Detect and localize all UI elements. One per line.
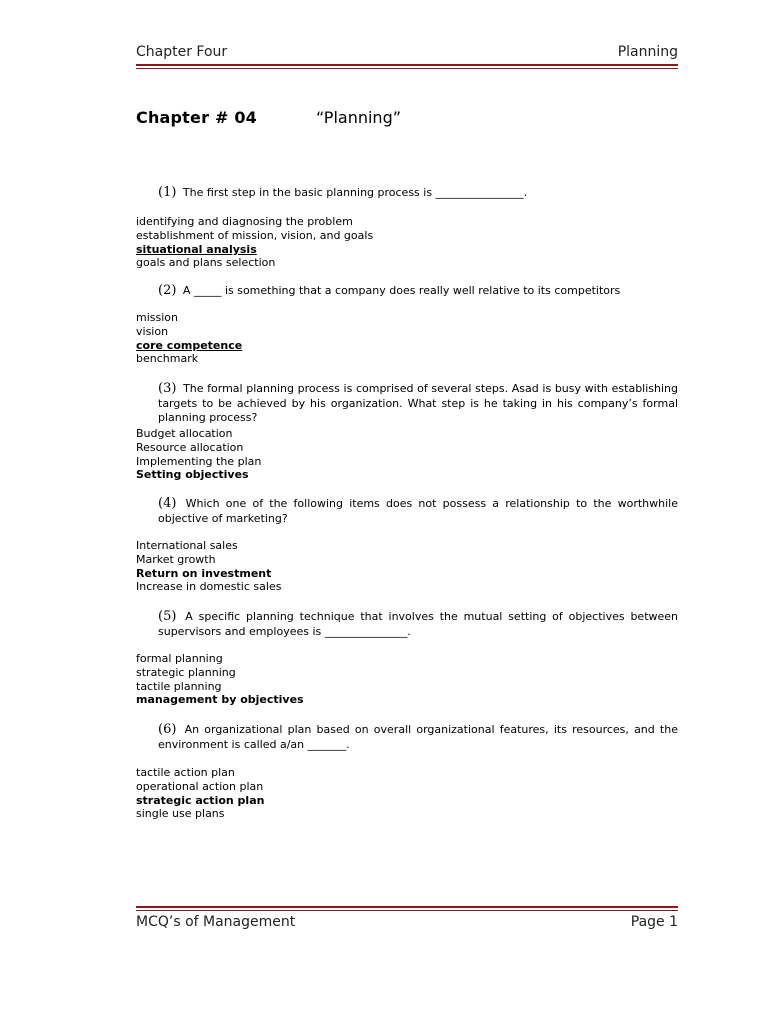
question-text: A _____ is something that a company does really well relative to its competitors — [182, 284, 621, 297]
option: mission — [136, 311, 178, 324]
footer-title: MCQ’s of Management — [136, 914, 296, 930]
option: tactile planning — [136, 679, 222, 693]
question-6 — [158, 723, 678, 752]
correct-option: core competence — [136, 338, 243, 352]
option: strategic planning — [136, 665, 236, 679]
options-1 — [136, 215, 373, 270]
option: tactile action plan — [136, 766, 235, 779]
question-1 — [158, 186, 678, 201]
options-5 — [136, 652, 304, 707]
header-rule — [136, 64, 678, 69]
correct-option: strategic action plan — [136, 793, 265, 807]
option: establishment of mission, vision, and goals — [136, 228, 374, 242]
options-6 — [136, 766, 264, 821]
option: benchmark — [136, 352, 199, 366]
question-number: (4) — [158, 496, 177, 511]
question-text: An organizational plan based on overall organizational features, its resources, and the environment is called a/an _______. — [158, 723, 678, 751]
question-4 — [158, 497, 678, 526]
question-text: The formal planning process is comprised of several steps. Asad is busy with establishing targets to be achieved by his organization. What step is he taking in his company’s formal planning process? — [158, 382, 678, 424]
option: formal planning — [136, 652, 223, 665]
question-number: (3) — [158, 381, 177, 396]
page-header — [136, 44, 678, 60]
option: goals and plans selection — [136, 256, 276, 270]
question-text: The first step in the basic planning process is ________________. — [182, 186, 528, 199]
option: Implementing the plan — [136, 454, 262, 468]
option: operational action plan — [136, 779, 264, 793]
footer-rule — [136, 906, 678, 911]
option: International sales — [136, 539, 238, 552]
header-chapter: Chapter Four — [136, 44, 228, 60]
question-number: (6) — [158, 722, 177, 737]
page-number: Page 1 — [630, 914, 678, 930]
correct-option: management by objectives — [136, 693, 304, 707]
chapter-topic: “Planning” — [316, 108, 402, 127]
header-topic: Planning — [617, 44, 678, 60]
option: Market growth — [136, 552, 216, 566]
option: Increase in domestic sales — [136, 580, 282, 594]
correct-option: Return on investment — [136, 566, 272, 580]
correct-option: Setting objectives — [136, 468, 249, 482]
question-2 — [158, 284, 678, 299]
question-5 — [158, 610, 678, 639]
option: identifying and diagnosing the problem — [136, 215, 353, 228]
question-3 — [158, 382, 678, 426]
option: single use plans — [136, 807, 225, 821]
option: Budget allocation — [136, 427, 233, 440]
correct-option: situational analysis — [136, 242, 257, 256]
option: Resource allocation — [136, 440, 244, 454]
options-4 — [136, 539, 281, 594]
question-number: (5) — [158, 609, 177, 624]
options-2 — [136, 311, 242, 366]
question-number: (1) — [158, 185, 177, 200]
question-number: (2) — [158, 283, 177, 298]
question-text: Which one of the following items does not possess a relationship to the worthwhile objective of marketing? — [158, 497, 678, 525]
page-footer — [136, 914, 678, 930]
chapter-title: Chapter # 04 — [136, 108, 257, 127]
question-text: A specific planning technique that involves the mutual setting of objectives between supervisors and employees is _______________. — [158, 610, 679, 638]
options-3 — [136, 427, 261, 482]
option: vision — [136, 324, 169, 338]
